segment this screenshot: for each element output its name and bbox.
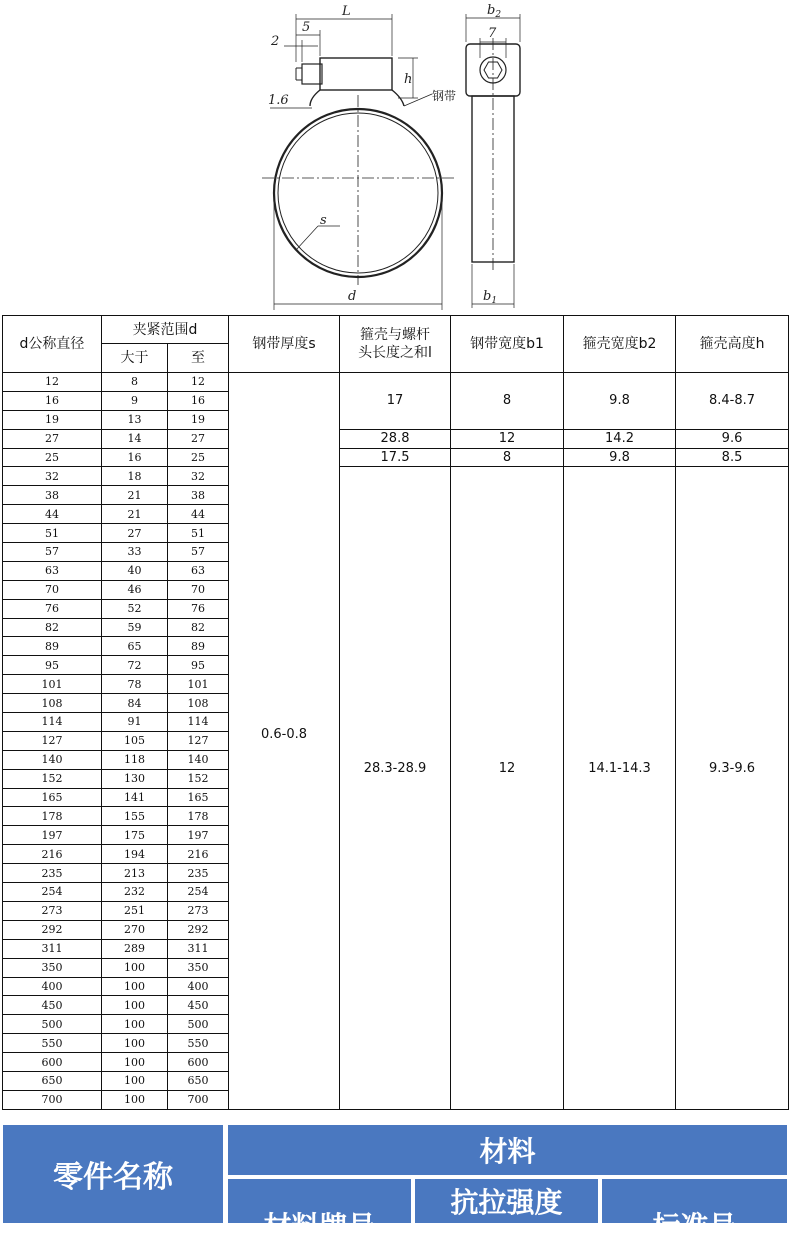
group-h-cell: 8.4-8.7	[676, 373, 789, 430]
range-min-cell: 100	[102, 1053, 168, 1072]
band-thickness-cell: 0.6-0.8	[229, 373, 340, 1110]
dim-L: L	[342, 4, 351, 19]
group-b1-cell: 8	[451, 448, 564, 467]
range-max-cell: 51	[168, 524, 229, 543]
range-max-cell: 82	[168, 618, 229, 637]
dim-2: 2	[271, 34, 280, 49]
d-nominal-cell: 273	[3, 901, 102, 920]
d-nominal-cell: 38	[3, 486, 102, 505]
group-l-cell: 17.5	[340, 448, 451, 467]
range-min-cell: 194	[102, 845, 168, 864]
range-min-cell: 21	[102, 505, 168, 524]
d-nominal-cell: 63	[3, 561, 102, 580]
range-min-cell: 105	[102, 731, 168, 750]
range-max-cell: 108	[168, 694, 229, 713]
range-max-cell: 273	[168, 901, 229, 920]
range-min-cell: 100	[102, 1071, 168, 1090]
range-min-cell: 175	[102, 826, 168, 845]
d-nominal-cell: 235	[3, 864, 102, 883]
d-nominal-cell: 70	[3, 580, 102, 599]
d-nominal-cell: 140	[3, 750, 102, 769]
range-min-cell: 100	[102, 1015, 168, 1034]
group-l-cell: 17	[340, 373, 451, 430]
range-max-cell: 600	[168, 1053, 229, 1072]
hose-clamp-drawing	[0, 0, 790, 315]
range-min-cell: 78	[102, 675, 168, 694]
d-nominal-cell: 76	[3, 599, 102, 618]
header-shell-width: 箍壳宽度b2	[564, 316, 676, 373]
d-nominal-cell: 650	[3, 1071, 102, 1090]
table-row	[3, 467, 789, 486]
table-row	[3, 429, 789, 448]
group-b1-cell: 8	[451, 373, 564, 430]
material-grade-cell: 材料牌号	[228, 1179, 411, 1223]
range-max-cell: 101	[168, 675, 229, 694]
range-max-cell: 311	[168, 939, 229, 958]
range-min-cell: 13	[102, 410, 168, 429]
d-nominal-cell: 600	[3, 1053, 102, 1072]
d-nominal-cell: 500	[3, 1015, 102, 1034]
part-name-cell: 零件名称	[3, 1125, 223, 1223]
range-min-cell: 100	[102, 1090, 168, 1109]
d-nominal-cell: 32	[3, 467, 102, 486]
range-max-cell: 254	[168, 883, 229, 902]
range-min-cell: 16	[102, 448, 168, 467]
range-min-cell: 270	[102, 920, 168, 939]
d-nominal-cell: 25	[3, 448, 102, 467]
range-min-cell: 91	[102, 713, 168, 732]
dim-d: d	[348, 289, 357, 304]
range-min-cell: 46	[102, 580, 168, 599]
range-min-cell: 232	[102, 883, 168, 902]
range-max-cell: 70	[168, 580, 229, 599]
range-min-cell: 130	[102, 769, 168, 788]
range-min-cell: 84	[102, 694, 168, 713]
d-nominal-cell: 216	[3, 845, 102, 864]
d-nominal-cell: 89	[3, 637, 102, 656]
range-max-cell: 32	[168, 467, 229, 486]
group-b2-cell: 9.8	[564, 448, 676, 467]
range-min-cell: 14	[102, 429, 168, 448]
group-b2-cell: 9.8	[564, 373, 676, 430]
range-max-cell: 25	[168, 448, 229, 467]
range-max-cell: 178	[168, 807, 229, 826]
range-min-cell: 40	[102, 561, 168, 580]
header-greater-than: 大于	[102, 344, 168, 373]
range-min-cell: 100	[102, 977, 168, 996]
range-min-cell: 118	[102, 750, 168, 769]
range-max-cell: 114	[168, 713, 229, 732]
d-nominal-cell: 311	[3, 939, 102, 958]
range-max-cell: 235	[168, 864, 229, 883]
range-max-cell: 140	[168, 750, 229, 769]
d-nominal-cell: 127	[3, 731, 102, 750]
group-b1-cell: 12	[451, 467, 564, 1109]
d-nominal-cell: 12	[3, 373, 102, 392]
dim-5: 5	[302, 20, 311, 35]
range-max-cell: 700	[168, 1090, 229, 1109]
range-min-cell: 155	[102, 807, 168, 826]
range-min-cell: 100	[102, 1034, 168, 1053]
d-nominal-cell: 165	[3, 788, 102, 807]
header-clamp-range: 夹紧范围d	[102, 316, 229, 344]
material-table-header	[0, 1122, 790, 1243]
range-min-cell: 18	[102, 467, 168, 486]
range-max-cell: 197	[168, 826, 229, 845]
group-b1-cell: 12	[451, 429, 564, 448]
range-max-cell: 165	[168, 788, 229, 807]
d-nominal-cell: 82	[3, 618, 102, 637]
tensile-strength-cell: 抗拉强度	[415, 1179, 598, 1223]
group-h-cell: 8.5	[676, 448, 789, 467]
range-max-cell: 27	[168, 429, 229, 448]
d-nominal-cell: 44	[3, 505, 102, 524]
range-max-cell: 95	[168, 656, 229, 675]
group-h-cell: 9.6	[676, 429, 789, 448]
range-max-cell: 38	[168, 486, 229, 505]
header-shell-height: 箍壳高度h	[676, 316, 789, 373]
range-min-cell: 52	[102, 599, 168, 618]
range-max-cell: 19	[168, 410, 229, 429]
d-nominal-cell: 550	[3, 1034, 102, 1053]
header-shell-screw-length: 箍壳与螺杆 头长度之和l	[340, 316, 451, 373]
range-min-cell: 65	[102, 637, 168, 656]
table-row	[3, 373, 789, 392]
d-nominal-cell: 108	[3, 694, 102, 713]
d-nominal-cell: 178	[3, 807, 102, 826]
range-min-cell: 8	[102, 373, 168, 392]
range-min-cell: 59	[102, 618, 168, 637]
d-nominal-cell: 450	[3, 996, 102, 1015]
range-min-cell: 251	[102, 901, 168, 920]
header-band-width: 钢带宽度b1	[451, 316, 564, 373]
d-nominal-cell: 197	[3, 826, 102, 845]
range-max-cell: 216	[168, 845, 229, 864]
dim-s: s	[320, 213, 327, 228]
d-nominal-cell: 114	[3, 713, 102, 732]
spec-table	[2, 315, 789, 1110]
dim-b1: $b_1$	[483, 289, 498, 306]
d-nominal-cell: 57	[3, 543, 102, 562]
material-cell: 材料	[228, 1125, 787, 1175]
range-max-cell: 500	[168, 1015, 229, 1034]
range-min-cell: 9	[102, 391, 168, 410]
d-nominal-cell: 27	[3, 429, 102, 448]
range-max-cell: 550	[168, 1034, 229, 1053]
range-max-cell: 400	[168, 977, 229, 996]
range-min-cell: 213	[102, 864, 168, 883]
group-b2-cell: 14.2	[564, 429, 676, 448]
header-band-thickness: 钢带厚度s	[229, 316, 340, 373]
group-b2-cell: 14.1-14.3	[564, 467, 676, 1109]
range-min-cell: 141	[102, 788, 168, 807]
d-nominal-cell: 152	[3, 769, 102, 788]
d-nominal-cell: 400	[3, 977, 102, 996]
range-max-cell: 76	[168, 599, 229, 618]
range-max-cell: 16	[168, 391, 229, 410]
range-max-cell: 450	[168, 996, 229, 1015]
range-max-cell: 57	[168, 543, 229, 562]
header-d-nominal: d公称直径	[3, 316, 102, 373]
range-max-cell: 650	[168, 1071, 229, 1090]
range-min-cell: 27	[102, 524, 168, 543]
range-max-cell: 292	[168, 920, 229, 939]
range-max-cell: 152	[168, 769, 229, 788]
dim-7: 7	[488, 26, 497, 41]
d-nominal-cell: 95	[3, 656, 102, 675]
d-nominal-cell: 254	[3, 883, 102, 902]
dim-1-6: 1.6	[268, 93, 289, 108]
dim-h: h	[404, 72, 413, 87]
range-min-cell: 289	[102, 939, 168, 958]
standard-no-cell: 标准号	[602, 1179, 787, 1223]
range-max-cell: 44	[168, 505, 229, 524]
d-nominal-cell: 19	[3, 410, 102, 429]
range-min-cell: 33	[102, 543, 168, 562]
range-max-cell: 127	[168, 731, 229, 750]
range-max-cell: 89	[168, 637, 229, 656]
range-min-cell: 72	[102, 656, 168, 675]
d-nominal-cell: 51	[3, 524, 102, 543]
range-max-cell: 63	[168, 561, 229, 580]
range-max-cell: 12	[168, 373, 229, 392]
header-to: 至	[168, 344, 229, 373]
group-h-cell: 9.3-9.6	[676, 467, 789, 1109]
dim-b2: $b_2$	[487, 3, 502, 20]
d-nominal-cell: 16	[3, 391, 102, 410]
d-nominal-cell: 101	[3, 675, 102, 694]
range-max-cell: 350	[168, 958, 229, 977]
range-min-cell: 21	[102, 486, 168, 505]
range-min-cell: 100	[102, 996, 168, 1015]
d-nominal-cell: 350	[3, 958, 102, 977]
drawing-svg	[0, 0, 790, 315]
range-min-cell: 100	[102, 958, 168, 977]
d-nominal-cell: 292	[3, 920, 102, 939]
table-row	[3, 448, 789, 467]
label-steel-band: 钢带	[432, 89, 457, 103]
group-l-cell: 28.8	[340, 429, 451, 448]
d-nominal-cell: 700	[3, 1090, 102, 1109]
group-l-cell: 28.3-28.9	[340, 467, 451, 1109]
